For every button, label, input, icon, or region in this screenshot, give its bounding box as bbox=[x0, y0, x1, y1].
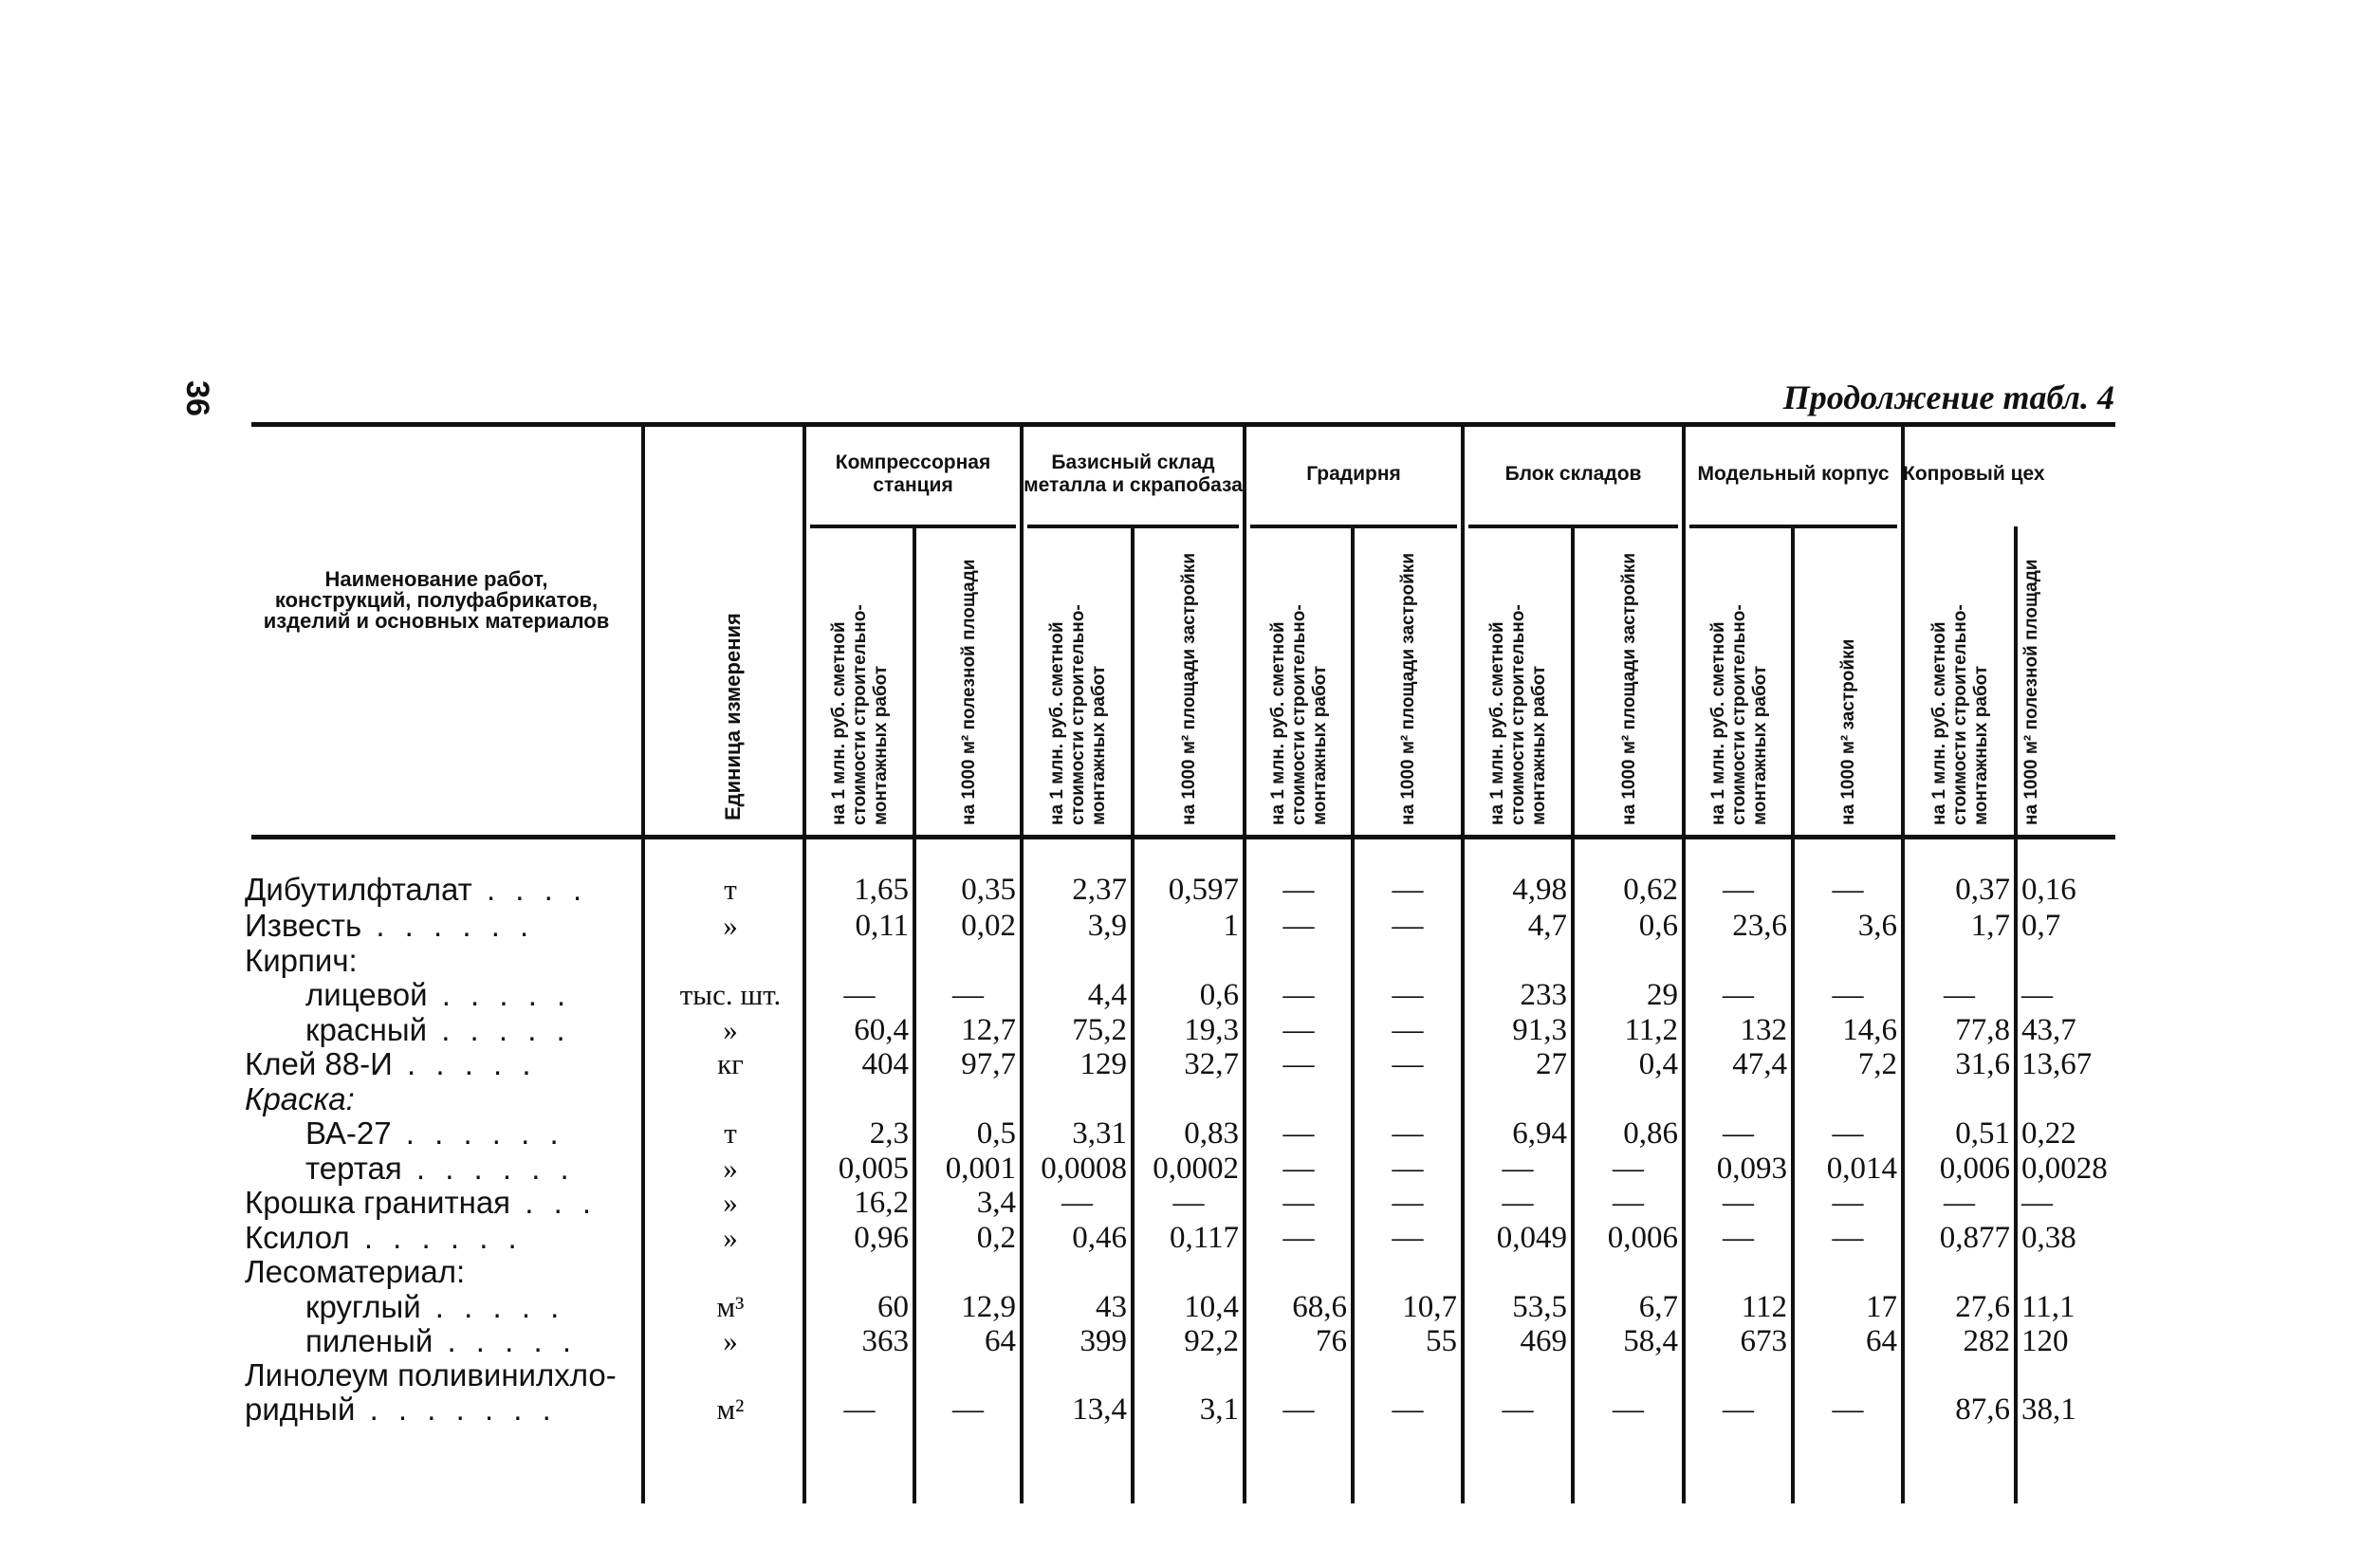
table-cell: — bbox=[1392, 1186, 1424, 1220]
table-cell: 404 bbox=[861, 1047, 909, 1081]
table-cell: — bbox=[1832, 1392, 1864, 1427]
table-cell: — bbox=[1723, 1186, 1754, 1220]
table-cell: 0,6 bbox=[1638, 909, 1678, 943]
leader-dots: . . . . . bbox=[392, 1046, 537, 1081]
table-cell: — bbox=[1282, 873, 1315, 907]
row-unit: кг bbox=[717, 1047, 744, 1080]
row-name bbox=[245, 873, 587, 907]
table-cell: 0,0002 bbox=[1153, 1152, 1239, 1186]
table-cell: 3,6 bbox=[1857, 909, 1897, 943]
table-cell: — bbox=[952, 978, 984, 1012]
row-name bbox=[245, 1221, 523, 1255]
table-cell: 19,3 bbox=[1184, 1013, 1239, 1047]
table-cell: 4,98 bbox=[1512, 873, 1567, 907]
group-underline bbox=[1689, 525, 1897, 528]
table-cell: 64 bbox=[1866, 1324, 1897, 1358]
table-cell: 0,7 bbox=[2021, 909, 2061, 943]
row-label: Лесоматериал: bbox=[245, 1254, 466, 1289]
table-cell: — bbox=[1392, 1392, 1424, 1427]
table-cell: 58,4 bbox=[1623, 1324, 1678, 1358]
column-rule bbox=[641, 422, 645, 1503]
table-cell: 233 bbox=[1520, 978, 1567, 1012]
row-unit: » bbox=[723, 1221, 738, 1254]
table-cell: 0,38 bbox=[2021, 1221, 2076, 1255]
table-cell: — bbox=[843, 1392, 876, 1427]
row-unit: м² bbox=[716, 1392, 745, 1426]
table-cell: — bbox=[1282, 1116, 1315, 1151]
group-underline bbox=[1027, 525, 1239, 528]
row-name bbox=[305, 1013, 571, 1047]
table-cell: 0,11 bbox=[855, 909, 909, 943]
column-rule bbox=[1351, 526, 1355, 1503]
table-cell: 0,2 bbox=[976, 1221, 1016, 1255]
row-label: Краска: bbox=[245, 1081, 355, 1116]
table-cell: — bbox=[1944, 978, 1975, 1012]
row-unit: » bbox=[723, 909, 738, 942]
table-cell: 13,4 bbox=[1072, 1392, 1127, 1427]
sub-header: на 1 млн. руб. сметной стоимости строительно-монтажных работ bbox=[1707, 604, 1770, 825]
table-cell: — bbox=[1723, 978, 1754, 1012]
table-cell: 0,96 bbox=[854, 1221, 909, 1255]
leader-dots: . . . bbox=[510, 1185, 598, 1220]
table-cell: 4,4 bbox=[1087, 978, 1127, 1012]
table-cell: 1,7 bbox=[1970, 909, 2010, 943]
table-cell: 1,65 bbox=[854, 873, 909, 907]
group-header bbox=[1022, 429, 1245, 520]
table-cell: — bbox=[1502, 1152, 1534, 1186]
row-unit: тыс. шт. bbox=[679, 978, 782, 1011]
table-cell: — bbox=[1392, 1152, 1424, 1186]
table-cell: 76 bbox=[1316, 1324, 1347, 1358]
sub-header: на 1 млн. руб. сметной стоимости строительно-монтажных работ bbox=[829, 604, 891, 825]
group-title: Базисный склад металла и скрапобаза bbox=[1024, 452, 1243, 496]
table-cell: 0,35 bbox=[961, 873, 1016, 907]
table-cell: — bbox=[1613, 1186, 1644, 1220]
leader-dots: . . . . . . bbox=[401, 1151, 575, 1186]
row-name bbox=[305, 978, 571, 1012]
group-title: Блок складов bbox=[1504, 463, 1642, 485]
group-header bbox=[1903, 429, 2045, 520]
leader-dots: . . . . . . bbox=[391, 1115, 564, 1151]
table-cell: 2,3 bbox=[869, 1116, 909, 1151]
header-bottom-rule bbox=[251, 835, 2115, 839]
table-caption: Продолжение табл. 4 bbox=[1782, 378, 2114, 416]
row-label: Дибутилфталат bbox=[245, 872, 472, 907]
table-cell: — bbox=[2021, 978, 2053, 1012]
row-name bbox=[245, 1255, 465, 1289]
column-rule bbox=[1901, 422, 1905, 1503]
row-name bbox=[305, 1290, 564, 1324]
table-cell: — bbox=[1282, 1047, 1315, 1081]
table-cell: — bbox=[1172, 1186, 1205, 1220]
row-name bbox=[245, 1047, 537, 1081]
table-cell: 31,6 bbox=[1955, 1047, 2010, 1081]
table-cell: — bbox=[1723, 1221, 1754, 1255]
table-cell: 16,2 bbox=[854, 1186, 909, 1220]
table-cell: — bbox=[1392, 978, 1424, 1012]
table-cell: — bbox=[1392, 1013, 1424, 1047]
table-cell: 363 bbox=[861, 1324, 909, 1358]
table-cell: 32,7 bbox=[1184, 1047, 1239, 1081]
table-cell: — bbox=[1061, 1186, 1093, 1220]
group-title: Компрессорная станция bbox=[835, 452, 991, 496]
table-cell: 10,4 bbox=[1184, 1290, 1239, 1324]
row-label: Крошка гранитная bbox=[245, 1185, 511, 1220]
table-cell: — bbox=[1832, 978, 1864, 1012]
row-label: ВА-27 bbox=[305, 1115, 392, 1151]
table-cell: 6,94 bbox=[1512, 1116, 1567, 1151]
row-unit: » bbox=[723, 1152, 738, 1185]
table-cell: 3,31 bbox=[1072, 1116, 1127, 1151]
column-rule bbox=[1571, 526, 1575, 1503]
sub-header: на 1 млн. руб. сметной стоимости строительно-монтажных работ bbox=[1487, 604, 1549, 825]
table-cell: — bbox=[1282, 1392, 1315, 1427]
table-cell: 0,4 bbox=[1638, 1047, 1678, 1081]
sub-header: на 1 млн. руб. сметной стоимости строительно-монтажных работ bbox=[1268, 604, 1330, 825]
column-rule bbox=[1461, 422, 1465, 1503]
table-cell: 14,6 bbox=[1842, 1013, 1897, 1047]
group-header bbox=[804, 429, 1022, 520]
table-cell: 0,46 bbox=[1072, 1221, 1127, 1255]
table-cell: 0,006 bbox=[1607, 1221, 1678, 1255]
table-cell: 68,6 bbox=[1292, 1290, 1347, 1324]
table-cell: 0,16 bbox=[2021, 873, 2076, 907]
table-cell: 0,005 bbox=[838, 1152, 909, 1186]
table-cell: 0,83 bbox=[1184, 1116, 1239, 1151]
table-cell: 0,597 bbox=[1168, 873, 1239, 907]
table-cell: — bbox=[1613, 1392, 1644, 1427]
table-cell: — bbox=[1392, 873, 1424, 907]
sub-header: на 1000 м² площади застройки bbox=[1618, 553, 1639, 825]
row-name bbox=[305, 1152, 575, 1186]
table-cell: 0,001 bbox=[945, 1152, 1016, 1186]
table-cell: — bbox=[1723, 1392, 1754, 1427]
table-cell: — bbox=[1944, 1186, 1975, 1220]
table-top-rule bbox=[251, 422, 2115, 427]
group-underline bbox=[810, 525, 1016, 528]
page-number: 36 bbox=[179, 380, 216, 416]
row-unit: » bbox=[723, 1013, 738, 1046]
table-cell: 38,1 bbox=[2021, 1392, 2076, 1427]
table-cell: 97,7 bbox=[961, 1047, 1016, 1081]
table-cell: 12,9 bbox=[961, 1290, 1016, 1324]
table-cell: — bbox=[843, 978, 876, 1012]
table-cell: — bbox=[1282, 909, 1315, 943]
row-label: Кирпич: bbox=[245, 943, 358, 978]
row-name bbox=[245, 909, 534, 943]
row-name bbox=[245, 1186, 597, 1220]
table-cell: 11,1 bbox=[2021, 1290, 2076, 1324]
table-cell: 0,093 bbox=[1716, 1152, 1787, 1186]
row-name bbox=[305, 1116, 564, 1151]
group-title: Градирня bbox=[1306, 463, 1401, 485]
column-rule bbox=[1131, 526, 1135, 1503]
table-cell: 60 bbox=[877, 1290, 909, 1324]
row-unit: т bbox=[724, 1116, 737, 1150]
table-cell: 55 bbox=[1426, 1324, 1457, 1358]
row-label: Ксилол bbox=[245, 1220, 350, 1255]
leader-dots: . . . . . bbox=[433, 1323, 577, 1358]
table-cell: 0,5 bbox=[976, 1116, 1016, 1151]
table-cell: 64 bbox=[985, 1324, 1016, 1358]
row-unit: » bbox=[723, 1186, 738, 1219]
table-cell: 0,86 bbox=[1623, 1116, 1678, 1151]
row-label: ридный bbox=[245, 1392, 356, 1427]
leader-dots: . . . . bbox=[471, 872, 588, 907]
table-cell: 0,62 bbox=[1623, 873, 1678, 907]
group-title: Копровый цех bbox=[1903, 463, 2045, 485]
table-cell: 13,67 bbox=[2021, 1047, 2093, 1081]
table-cell: — bbox=[1282, 1013, 1315, 1047]
row-label: лицевой bbox=[305, 977, 428, 1012]
table-cell: 0,877 bbox=[1939, 1221, 2010, 1255]
table-cell: — bbox=[1613, 1152, 1644, 1186]
table-cell: 4,7 bbox=[1527, 909, 1567, 943]
column-rule bbox=[1682, 422, 1686, 1503]
table-cell: — bbox=[1832, 873, 1864, 907]
table-cell: 673 bbox=[1740, 1324, 1787, 1358]
table-cell: 0,0028 bbox=[2021, 1152, 2108, 1186]
table-cell: 0,049 bbox=[1496, 1221, 1567, 1255]
table-cell: 23,6 bbox=[1732, 909, 1787, 943]
table-cell: — bbox=[1392, 1116, 1424, 1151]
table-cell: 0,51 bbox=[1955, 1116, 2010, 1151]
group-header bbox=[1245, 429, 1463, 520]
table-cell: 6,7 bbox=[1638, 1290, 1678, 1324]
table-cell: — bbox=[1723, 1116, 1754, 1151]
sub-header: на 1 млн. руб. сметной стоимости строительно-монтажных работ bbox=[1046, 604, 1109, 825]
row-label: красный bbox=[305, 1012, 428, 1047]
table-cell: 27,6 bbox=[1955, 1290, 2010, 1324]
table-cell: — bbox=[1282, 1186, 1315, 1220]
table-cell: 0,37 bbox=[1955, 873, 2010, 907]
group-header bbox=[1463, 429, 1684, 520]
table-cell: — bbox=[1392, 1047, 1424, 1081]
table-cell: 11,2 bbox=[1624, 1013, 1678, 1047]
sub-header: на 1000 м² застройки bbox=[1838, 638, 1858, 825]
leader-dots: . . . . . bbox=[420, 1289, 565, 1324]
table-cell: 3,4 bbox=[976, 1186, 1016, 1220]
leader-dots: . . . . . bbox=[427, 977, 572, 1012]
row-name bbox=[245, 1082, 355, 1116]
table-cell: 0,6 bbox=[1199, 978, 1239, 1012]
leader-dots: . . . . . . bbox=[349, 1220, 523, 1255]
leader-dots: . . . . . . . bbox=[355, 1392, 557, 1427]
row-name bbox=[305, 1324, 577, 1358]
table-cell: — bbox=[1282, 1221, 1315, 1255]
row-unit: т bbox=[724, 873, 737, 906]
row-label: пиленый bbox=[305, 1323, 434, 1358]
table-cell: 77,8 bbox=[1955, 1013, 2010, 1047]
table-cell: 0,02 bbox=[961, 909, 1016, 943]
group-title: Модельный корпус bbox=[1697, 463, 1890, 485]
row-name bbox=[245, 1358, 617, 1392]
group-header bbox=[1684, 429, 1903, 520]
row-label: Известь bbox=[245, 908, 362, 943]
row-label: Линолеум поливинилхло- bbox=[245, 1357, 617, 1392]
table-cell: — bbox=[2021, 1186, 2053, 1220]
row-name bbox=[245, 944, 358, 978]
header-name-column: Наименование работ, конструкций, полуфабрикатов, изделий и основных материалов bbox=[263, 567, 610, 633]
row-unit: » bbox=[723, 1324, 738, 1357]
table-cell: 29 bbox=[1647, 978, 1678, 1012]
table-cell: — bbox=[1832, 1186, 1864, 1220]
table-cell: 7,2 bbox=[1857, 1047, 1897, 1081]
table-cell: 0,014 bbox=[1826, 1152, 1897, 1186]
table-cell: 53,5 bbox=[1512, 1290, 1567, 1324]
table-cell: — bbox=[1723, 873, 1754, 907]
table-cell: 87,6 bbox=[1955, 1392, 2010, 1427]
row-label: круглый bbox=[305, 1289, 421, 1324]
sub-header: на 1000 м² полезной площади bbox=[2021, 559, 2041, 825]
column-rule bbox=[2014, 526, 2018, 1503]
table-cell: 17 bbox=[1866, 1290, 1897, 1324]
table-cell: 129 bbox=[1079, 1047, 1127, 1081]
table-cell: 75,2 bbox=[1072, 1013, 1127, 1047]
table-cell: 92,2 bbox=[1184, 1324, 1239, 1358]
table-cell: 10,7 bbox=[1402, 1290, 1457, 1324]
group-underline bbox=[1250, 525, 1457, 528]
leader-dots: . . . . . . bbox=[361, 908, 535, 943]
table-cell: 112 bbox=[1741, 1290, 1787, 1324]
row-unit: м³ bbox=[716, 1290, 745, 1323]
table-cell: 2,37 bbox=[1072, 873, 1127, 907]
table-cell: 0,006 bbox=[1939, 1152, 2010, 1186]
table-cell: — bbox=[1502, 1392, 1534, 1427]
table-cell: 0,117 bbox=[1169, 1221, 1239, 1255]
column-rule bbox=[913, 526, 916, 1503]
table-cell: 0,22 bbox=[2021, 1116, 2076, 1151]
table-cell: 132 bbox=[1740, 1013, 1787, 1047]
table-cell: — bbox=[1832, 1116, 1864, 1151]
table-cell: 0,0008 bbox=[1041, 1152, 1127, 1186]
table-cell: 3,9 bbox=[1087, 909, 1127, 943]
table-cell: 43,7 bbox=[2021, 1013, 2076, 1047]
table-cell: — bbox=[1832, 1221, 1864, 1255]
header-unit-column: Единица измерения bbox=[721, 613, 745, 820]
sub-header: на 1000 м² полезной площади bbox=[958, 559, 979, 825]
table-cell: — bbox=[1392, 1221, 1424, 1255]
table-cell: — bbox=[1502, 1186, 1534, 1220]
table-cell: 469 bbox=[1520, 1324, 1567, 1358]
table-cell: 1 bbox=[1223, 909, 1239, 943]
row-name bbox=[245, 1392, 557, 1427]
table-cell: 27 bbox=[1536, 1047, 1567, 1081]
sub-header: на 1 млн. руб. сметной стоимости строительно-монтажных работ bbox=[1928, 604, 1991, 825]
leader-dots: . . . . . bbox=[427, 1012, 571, 1047]
table-cell: 60,4 bbox=[854, 1013, 909, 1047]
table-cell: — bbox=[1392, 909, 1424, 943]
sub-header: на 1000 м² площади застройки bbox=[1179, 553, 1199, 825]
column-rule bbox=[1791, 526, 1795, 1503]
row-label: Клей 88-И bbox=[245, 1046, 393, 1081]
table-cell: — bbox=[1282, 978, 1315, 1012]
column-rule bbox=[1020, 422, 1024, 1503]
table-cell: 282 bbox=[1963, 1324, 2010, 1358]
table-cell: 120 bbox=[2021, 1324, 2069, 1358]
group-underline bbox=[1468, 525, 1678, 528]
table-cell: 399 bbox=[1079, 1324, 1127, 1358]
table-cell: 91,3 bbox=[1512, 1013, 1567, 1047]
table-cell: 12,7 bbox=[961, 1013, 1016, 1047]
column-rule bbox=[1243, 422, 1246, 1503]
table-cell: 3,1 bbox=[1199, 1392, 1239, 1427]
table-cell: — bbox=[1282, 1152, 1315, 1186]
row-label: тертая bbox=[305, 1151, 402, 1186]
sub-header: на 1000 м² площади застройки bbox=[1398, 553, 1418, 825]
table-cell: 43 bbox=[1096, 1290, 1127, 1324]
table-cell: 47,4 bbox=[1732, 1047, 1787, 1081]
table-cell: — bbox=[952, 1392, 984, 1427]
